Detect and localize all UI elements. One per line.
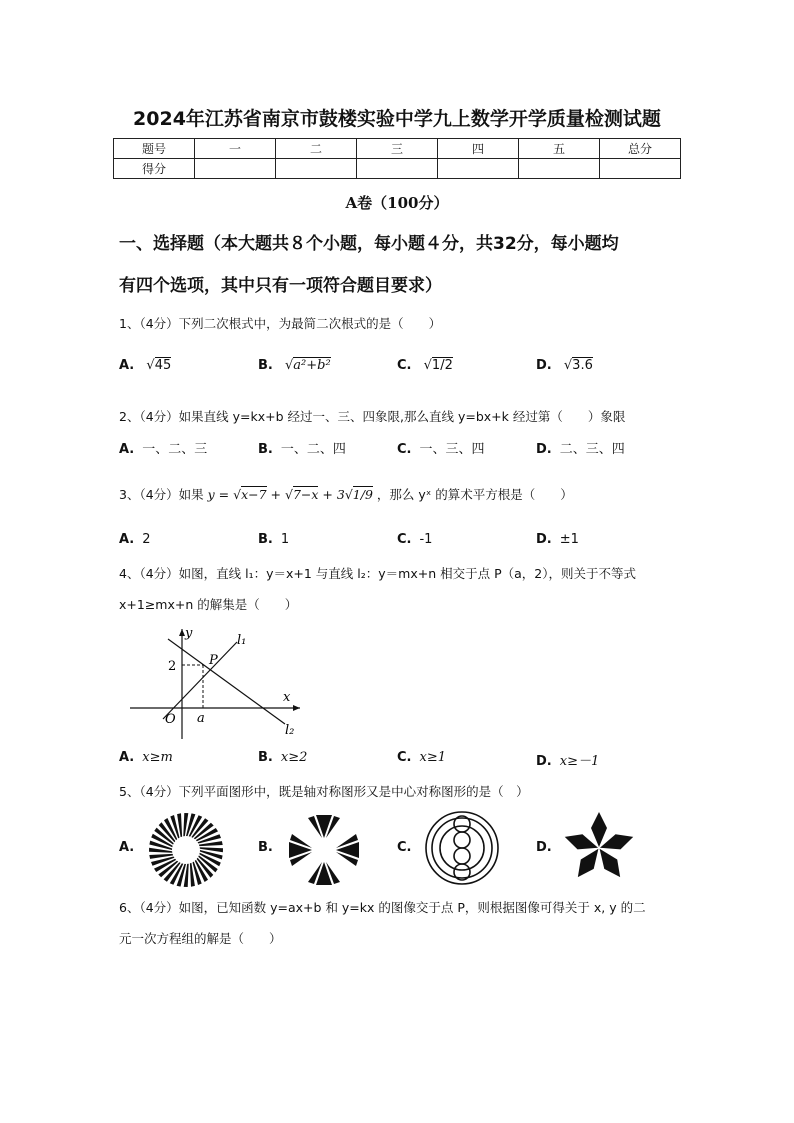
label-x: x [283,690,291,705]
option-label: B. [258,532,273,547]
score-table-cell [357,159,438,179]
q3-option-d [536,532,579,547]
section-heading-line2: 有四个选项，其中只有一项符合题目要求） [119,276,442,296]
option-label: D. [536,532,552,547]
q4-option-b-value: x≥2 [280,750,308,765]
q5-figure-a [148,812,224,888]
q3-option-d-value: ±1 [559,532,579,547]
q5-figure-d [560,808,638,886]
q2-option-b-value: 一、二、四 [280,442,346,457]
option-label: D. [536,754,552,769]
option-label: C. [397,532,412,547]
option-label: B. [258,358,273,373]
q5-figure-c [424,810,500,886]
option-label: A. [119,442,135,457]
question-3-stem [119,485,573,503]
q2-option-a-value: 一、二、三 [142,442,208,457]
score-table-cell [195,159,276,179]
q3-option-b-value: 1 [280,532,290,547]
q3-stem-suffix: ，那么 yˣ 的算术平方根是（ ） [376,487,573,502]
q1-option-b [258,358,331,373]
q3-option-a [119,532,151,547]
option-label: D. [536,358,552,373]
score-table-cell: 五 [519,139,600,159]
question-1-stem: 1、（4分）下列二次根式中，为最简二次根式的是（ ） [119,316,442,331]
q4-option-b [258,750,307,765]
q3-option-a-value: 2 [142,532,151,547]
star-icon [562,812,635,882]
q5-option-c-label: C. [397,840,412,855]
q5-option-d-label: D. [536,840,552,855]
question-6-stem-line1: 6、（4分）如图，已知函数 y=ax+b 和 y=kx 的图像交于点 P，则根据图像可得关于 x, y 的二 [119,900,646,915]
x-axis-arrow-icon [293,705,300,711]
q3-option-c-value: -1 [419,532,433,547]
section-heading-line1: 一、选择题（本大题共８个小题，每小题４分，共32分，每小题均 [119,234,619,254]
option-label: A. [119,750,135,765]
q1-option-d [536,358,593,373]
q2-option-d [536,438,625,457]
option-label: A. [119,532,135,547]
label-two: 2 [168,659,177,674]
q3-equation: y = √x−7 + √7−x + 3√1/9 [207,487,373,502]
option-label: B. [258,442,273,457]
option-label: C. [397,442,412,457]
q2-option-d-value: 二、三、四 [559,442,625,457]
q4-option-d-value: x≥－1 [559,754,600,769]
q2-option-b [258,438,346,457]
score-table-cell: 四 [438,139,519,159]
option-label: D. [536,442,552,457]
score-table-cell: 总分 [600,139,681,159]
q3-stem-prefix: 3、（4分）如果 [119,487,204,502]
q4-option-a [119,750,173,765]
q1-option-c-value: 1/2 [431,358,453,373]
q1-option-c [397,358,453,373]
question-4-stem-line1: 4、（4分）如图，直线 l₁：y＝x+1 与直线 l₂：y＝mx+n 相交于点 P（a，2），则关于不等式 [119,566,636,581]
question-2-stem: 2、（4分）如果直线 y=kx+b 经过一、三、四象限,那么直线 y=bx+k 经过第（ ）象限 [119,409,626,424]
score-table-cell: 题号 [114,139,195,159]
q3-option-c [397,532,432,547]
label-l1: l₁ [237,633,247,648]
q5-option-a-label: A. [119,840,135,855]
q4-figure [125,624,305,742]
q2-option-c-value: 一、三、四 [419,442,485,457]
q4-option-c [397,750,446,765]
score-table-cell: 三 [357,139,438,159]
q4-option-c-value: x≥1 [419,750,446,765]
score-table [113,138,681,179]
score-table-cell [438,159,519,179]
option-label: C. [397,358,412,373]
question-6-stem-line2: 元一次方程组的解是（ ） [119,931,282,946]
label-l2: l₂ [285,723,295,738]
label-p: P [209,653,218,668]
sqrt-icon: √ [563,358,573,373]
pinwheel-icon [289,815,359,885]
score-table-header-row [114,139,681,159]
score-table-cell [519,159,600,179]
sqrt-icon: √ [146,358,155,373]
score-table-score-row [114,159,681,179]
score-table-cell [600,159,681,179]
score-table-cell: 得分 [114,159,195,179]
q5-option-b-label: B. [258,840,273,855]
q1-option-b-value: a²+b² [293,358,331,373]
label-a: a [197,711,205,726]
q1-option-a-value: 45 [154,358,172,373]
q2-option-a [119,438,207,457]
question-5-stem: 5、（4分）下列平面图形中，既是轴对称图形又是中心对称图形的是（ ） [119,784,529,799]
score-table-cell: 一 [195,139,276,159]
line-l2 [168,639,285,724]
page-title: 2024年江苏省南京市鼓楼实验中学九上数学开学质量检测试题 [133,108,661,130]
section-a-title: A卷（100分） [345,194,449,212]
option-label: A. [119,358,135,373]
sqrt-icon: √ [423,358,432,373]
q2-option-c [397,438,485,457]
q3-option-b [258,532,289,547]
option-label: C. [397,750,412,765]
q4-option-d [536,750,599,769]
q1-option-d-value: 3.6 [572,358,593,373]
sunburst-center [173,837,199,863]
label-y: y [185,626,193,641]
circles-icon [426,812,498,884]
q5-figure-b [286,812,362,888]
sqrt-icon: √ [285,358,294,373]
q4-option-a-value: x≥m [142,750,173,765]
question-4-stem-line2: x+1≥mx+n 的解集是（ ） [119,597,298,612]
option-label: B. [258,750,273,765]
score-table-cell [276,159,357,179]
label-o: O [165,712,176,727]
score-table-cell: 二 [276,139,357,159]
q1-option-a [119,358,171,373]
